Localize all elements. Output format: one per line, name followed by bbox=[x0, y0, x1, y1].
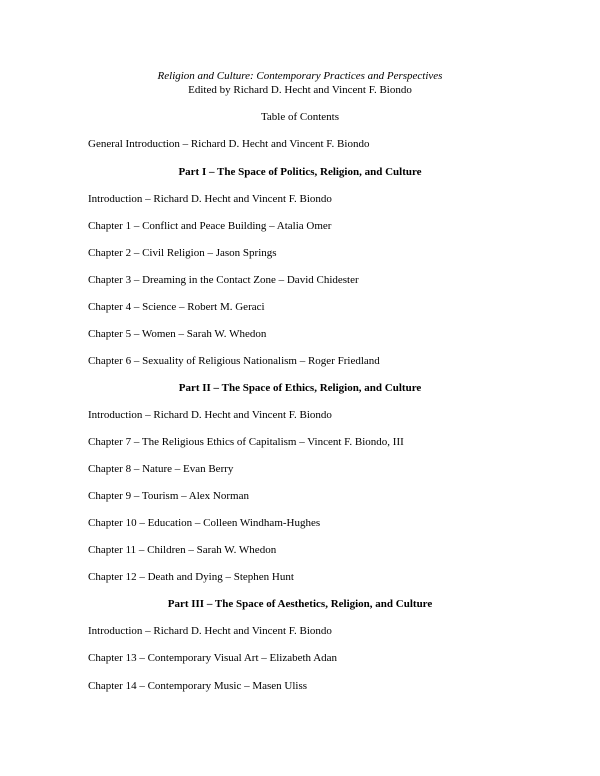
toc-entry: Chapter 13 – Contemporary Visual Art – Elizabeth Adan bbox=[88, 652, 338, 664]
toc-entry: Chapter 11 – Children – Sarah W. Whedon bbox=[88, 544, 277, 556]
toc-entry: Chapter 2 – Civil Religion – Jason Springs bbox=[88, 247, 277, 259]
toc-entry: Chapter 8 – Nature – Evan Berry bbox=[88, 463, 234, 475]
toc-entry: Chapter 3 – Dreaming in the Contact Zone – David Chidester bbox=[88, 274, 359, 286]
toc-entry: Chapter 4 – Science – Robert M. Geraci bbox=[88, 301, 265, 313]
toc-entry: Chapter 5 – Women – Sarah W. Whedon bbox=[88, 328, 267, 340]
part-2-heading: Part II – The Space of Ethics, Religion, and Culture bbox=[178, 382, 422, 394]
general-introduction-entry: General Introduction – Richard D. Hecht and Vincent F. Biondo bbox=[88, 138, 370, 150]
toc-entry: Chapter 9 – Tourism – Alex Norman bbox=[88, 490, 249, 502]
toc-entry: Chapter 6 – Sexuality of Religious Nationalism – Roger Friedland bbox=[88, 355, 380, 367]
toc-entry: Chapter 10 – Education – Colleen Windham-Hughes bbox=[88, 517, 321, 529]
part-3-heading: Part III – The Space of Aesthetics, Religion, and Culture bbox=[167, 598, 433, 610]
editors-line: Edited by Richard D. Hecht and Vincent F. Biondo bbox=[188, 84, 412, 96]
book-title: Religion and Culture: Contemporary Practices and Perspectives bbox=[157, 70, 443, 82]
toc-entry: Introduction – Richard D. Hecht and Vincent F. Biondo bbox=[88, 625, 332, 637]
toc-entry: Introduction – Richard D. Hecht and Vincent F. Biondo bbox=[88, 409, 332, 421]
toc-heading: Table of Contents bbox=[260, 111, 340, 123]
toc-entry: Introduction – Richard D. Hecht and Vincent F. Biondo bbox=[88, 193, 332, 205]
toc-entry: Chapter 14 – Contemporary Music – Masen Uliss bbox=[88, 680, 308, 692]
toc-entry: Chapter 12 – Death and Dying – Stephen Hunt bbox=[88, 571, 294, 583]
toc-entry: Chapter 7 – The Religious Ethics of Capitalism – Vincent F. Biondo, III bbox=[88, 436, 404, 448]
part-1-heading: Part I – The Space of Politics, Religion, and Culture bbox=[178, 166, 422, 178]
toc-entry: Chapter 1 – Conflict and Peace Building – Atalia Omer bbox=[88, 220, 332, 232]
